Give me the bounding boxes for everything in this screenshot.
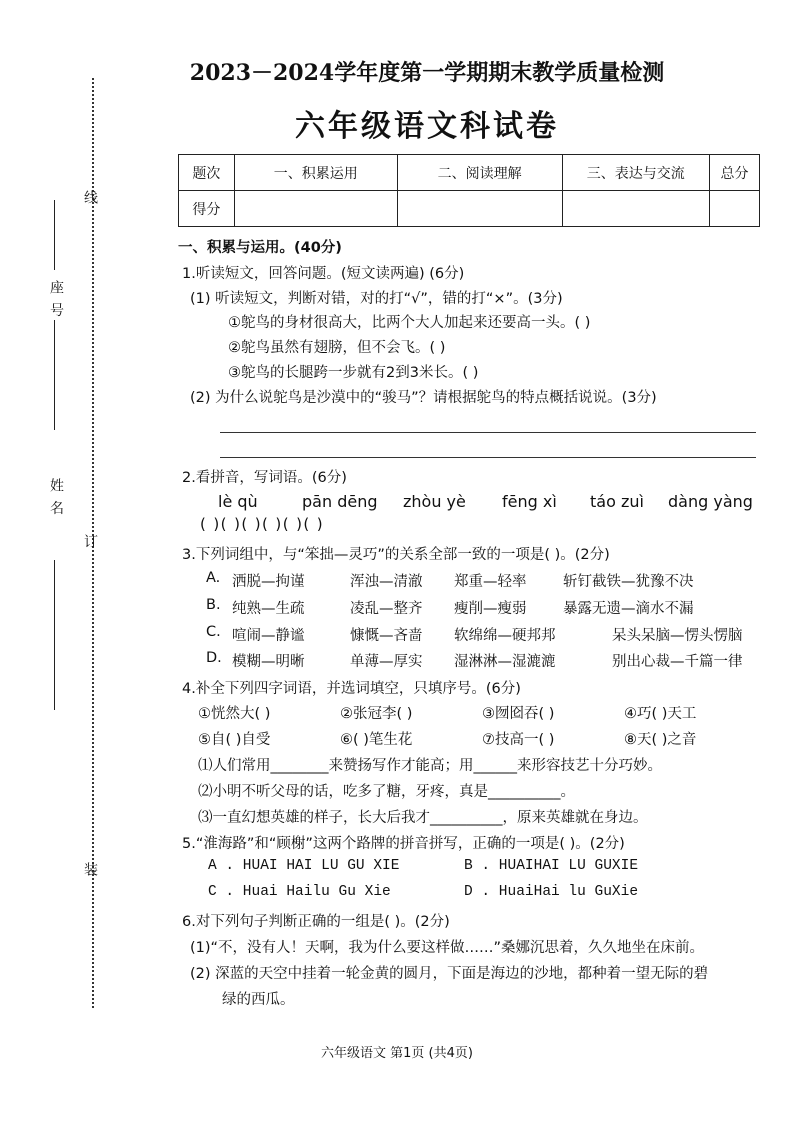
sentence-2-cont: 绿的西瓜。 (222, 992, 295, 1008)
seat-label: 座 号 (48, 280, 64, 319)
option-letter: B. (206, 597, 221, 613)
pinyin: táo zuì (590, 492, 644, 511)
option-word: 呆头呆脑—愣头愣脑 (612, 628, 743, 644)
answer-parens[interactable]: ( )( )( )( )( )( ) (200, 515, 325, 533)
name-label: 姓 名 (48, 478, 64, 517)
score-input-cell[interactable] (562, 191, 709, 227)
score-cell: 三、表达与交流 (562, 155, 709, 191)
score-input-cell[interactable] (709, 191, 759, 227)
option-letter: A. (206, 570, 221, 586)
question-3: 3.下列词组中，与“笨拙—灵巧”的关系全部一致的一项是( )。(2分) (182, 547, 610, 563)
score-cell: 得分 (179, 191, 235, 227)
question-1-1-a: ①鸵鸟的身材很高大，比两个大人加起来还要高一头。( ) (228, 315, 591, 331)
question-4: 4.补全下列四字词语，并选词填空，只填序号。(6分) (182, 681, 521, 697)
seat-fill-line (54, 200, 55, 270)
option-letter: C. (206, 624, 221, 640)
name-fill-line (54, 560, 55, 710)
option-word: 瘦削—瘦弱 (454, 601, 527, 617)
option-word: 单薄—厚实 (350, 654, 423, 670)
score-cell: 总分 (709, 155, 759, 191)
option-word: 暴露无遗—滴水不漏 (563, 601, 694, 617)
pinyin: zhòu yè (403, 492, 466, 511)
option-word: 湿淋淋—湿漉漉 (454, 654, 556, 670)
option-c: C . Huai Hailu Gu Xie (208, 884, 391, 900)
option-word: 别出心裁—千篇一律 (612, 654, 743, 670)
score-cell: 一、积累运用 (234, 155, 397, 191)
option-word: 斩钉截铁—犹豫不决 (563, 574, 694, 590)
pinyin: fēng xì (502, 492, 557, 511)
question-6: 6.对下列句子判断正确的一组是( )。(2分) (182, 914, 450, 930)
option-b: B . HUAIHAI LU GUXIE (464, 858, 639, 874)
idiom-blank: ④巧( )天工 (624, 706, 697, 722)
answer-line[interactable] (220, 432, 756, 433)
fill-sentence: ⑵小明不听父母的话，吃多了糖，牙疼，真是__________。 (198, 784, 575, 800)
score-cell: 题次 (179, 155, 235, 191)
option-word: 软绵绵—硬邦邦 (454, 628, 556, 644)
question-1-1-c: ③鸵鸟的长腿跨一步就有2到3米长。( ) (228, 365, 479, 381)
option-word: 模糊—明晰 (232, 654, 305, 670)
question-1-1: (1) 听读短文，判断对错，对的打“√”，错的打“×”。(3分) (190, 291, 563, 307)
question-1-1-b: ②鸵鸟虽然有翅膀，但不会飞。( ) (228, 340, 446, 356)
ding-label: 订 (82, 534, 98, 550)
exam-title: 2023－2024学年度第一学期期末教学质量检测 (189, 60, 665, 86)
idiom-blank: ⑥( )笔生花 (340, 732, 413, 748)
exam-subtitle: 六年级语文科试卷 (295, 109, 559, 144)
question-1: 1.听读短文，回答问题。(短文读两遍) (6分) (182, 266, 465, 282)
question-1-2: (2) 为什么说鸵鸟是沙漠中的“骏马”？请根据鸵鸟的特点概括说说。(3分) (190, 390, 657, 406)
score-table-header-row (179, 155, 760, 191)
score-cell: 二、阅读理解 (397, 155, 562, 191)
sentence-2: (2) 深蓝的天空中挂着一轮金黄的圆月，下面是海边的沙地，都种着一望无际的碧 (190, 966, 709, 982)
score-table-score-row (179, 191, 760, 227)
option-word: 郑重—轻率 (454, 574, 527, 590)
option-word: 洒脱—拘谨 (232, 574, 305, 590)
answer-line[interactable] (220, 457, 756, 458)
section-heading: 一、积累与运用。(40分) (178, 240, 342, 256)
option-a: A . HUAI HAI LU GU XIE (208, 858, 400, 874)
option-word: 浑浊—清澈 (350, 574, 423, 590)
sentence-1: (1)“不，没有人！天啊，我为什么要这样做……”桑娜沉思着，久久地坐在床前。 (190, 940, 705, 956)
option-word: 纯熟—生疏 (232, 601, 305, 617)
option-word: 喧闹—静谧 (232, 628, 305, 644)
line-label: 线 (82, 190, 98, 206)
idiom-blank: ②张冠李( ) (340, 706, 413, 722)
idiom-blank: ⑤自( )自受 (198, 732, 271, 748)
option-d: D . HuaiHai lu GuXie (464, 884, 639, 900)
idiom-blank: ①恍然大( ) (198, 706, 271, 722)
idiom-blank: ⑦技高一( ) (482, 732, 555, 748)
pinyin: lè qù (218, 492, 258, 511)
page-footer: 六年级语文 第1页 (共4页) (321, 1046, 473, 1061)
idiom-blank: ③囫囵吞( ) (482, 706, 555, 722)
pinyin: pān dēng (302, 492, 378, 511)
fill-sentence: ⑴人们常用________来赞扬写作才能高；用______来形容技艺十分巧妙。 (198, 758, 662, 774)
score-input-cell[interactable] (234, 191, 397, 227)
score-input-cell[interactable] (397, 191, 562, 227)
score-table (178, 154, 760, 227)
option-word: 慷慨—吝啬 (350, 628, 423, 644)
seat-fill-line-2 (54, 320, 55, 430)
option-letter: D. (206, 650, 222, 666)
option-word: 凌乱—整齐 (350, 601, 423, 617)
question-5: 5.“淮海路”和“顾榭”这两个路牌的拼音拼写，正确的一项是( )。(2分) (182, 836, 625, 852)
zhuang-label: 装 (82, 862, 98, 878)
pinyin: dàng yàng (668, 492, 753, 511)
idiom-blank: ⑧天( )之音 (624, 732, 697, 748)
fill-sentence: ⑶一直幻想英雄的样子，长大后我才__________，原来英雄就在身边。 (198, 810, 648, 826)
question-2: 2.看拼音，写词语。(6分) (182, 470, 347, 486)
